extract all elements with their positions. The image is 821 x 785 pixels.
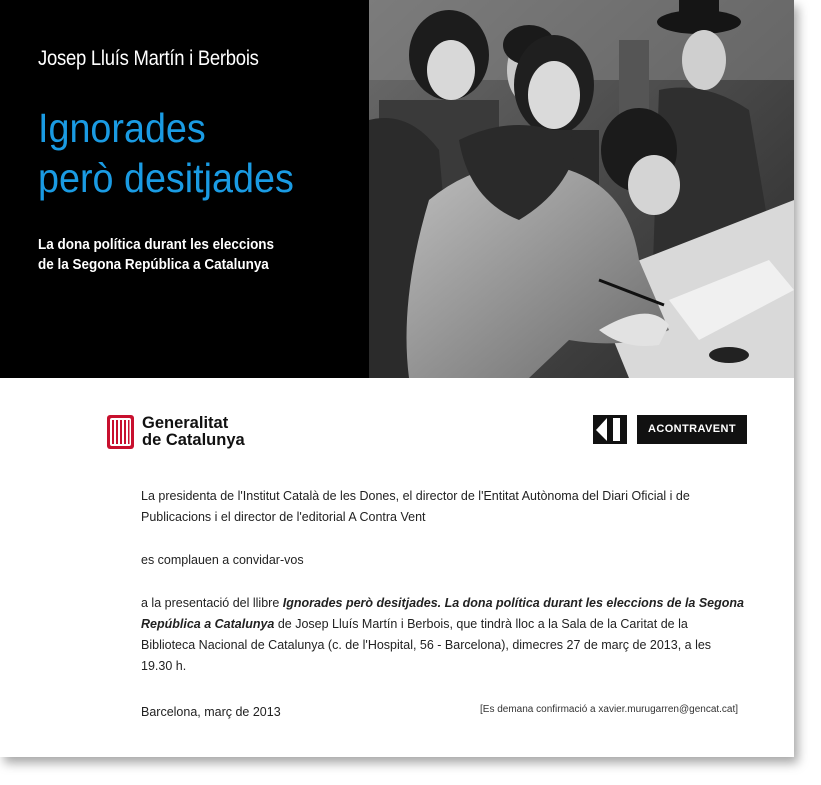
book-title-line-2: però desitjades (38, 155, 294, 201)
gencat-wordmark (142, 415, 245, 449)
book-subtitle (38, 235, 274, 275)
gencat-line-1: Generalitat (142, 414, 229, 432)
header-banner (0, 0, 794, 378)
place-date: Barcelona, març de 2013 (141, 705, 281, 719)
presentation-book-title: Ignorades però desitjades. La dona política durant les eleccions de la Segona República a Catalunya (141, 596, 744, 631)
gencat-line-2: de Catalunya (142, 431, 245, 449)
invite-line: es complauen a convidar-vos (141, 553, 304, 567)
book-title (38, 103, 294, 203)
presentation-prefix: a la presentació del llibre (141, 596, 283, 610)
book-subtitle-line-1: La dona política durant les eleccions (38, 237, 275, 253)
presentation-paragraph (141, 593, 745, 677)
presentation-suffix: de Josep Lluís Martín i Berbois, que tindrà lloc a la Sala de la Caritat de la Biblioteca Nacional de Catalunya (c. de l'Hospital, 56 - Barcelona), dimecres 27 de març de 2013, a les 19.30 h. (141, 617, 712, 673)
gencat-emblem-icon (107, 415, 134, 449)
publisher-logo: ACONTRAVENT (637, 415, 747, 444)
author-name: Josep Lluís Martín i Berbois (38, 47, 259, 70)
book-subtitle-line-2: de la Segona República a Catalunya (38, 257, 269, 273)
book-title-line-1: Ignorades (38, 105, 206, 151)
intro-paragraph: La presidenta de l'Institut Català de les Dones, el director de l'Entitat Autònoma del Diari Oficial i de Publicacions i el director de l'editorial A Contra Vent (141, 489, 690, 524)
rsvp-note: [Es demana confirmació a xavier.murugarren@gencat.cat] (480, 704, 739, 715)
acontravent-mark-icon (593, 415, 627, 444)
historical-photo (369, 0, 794, 378)
